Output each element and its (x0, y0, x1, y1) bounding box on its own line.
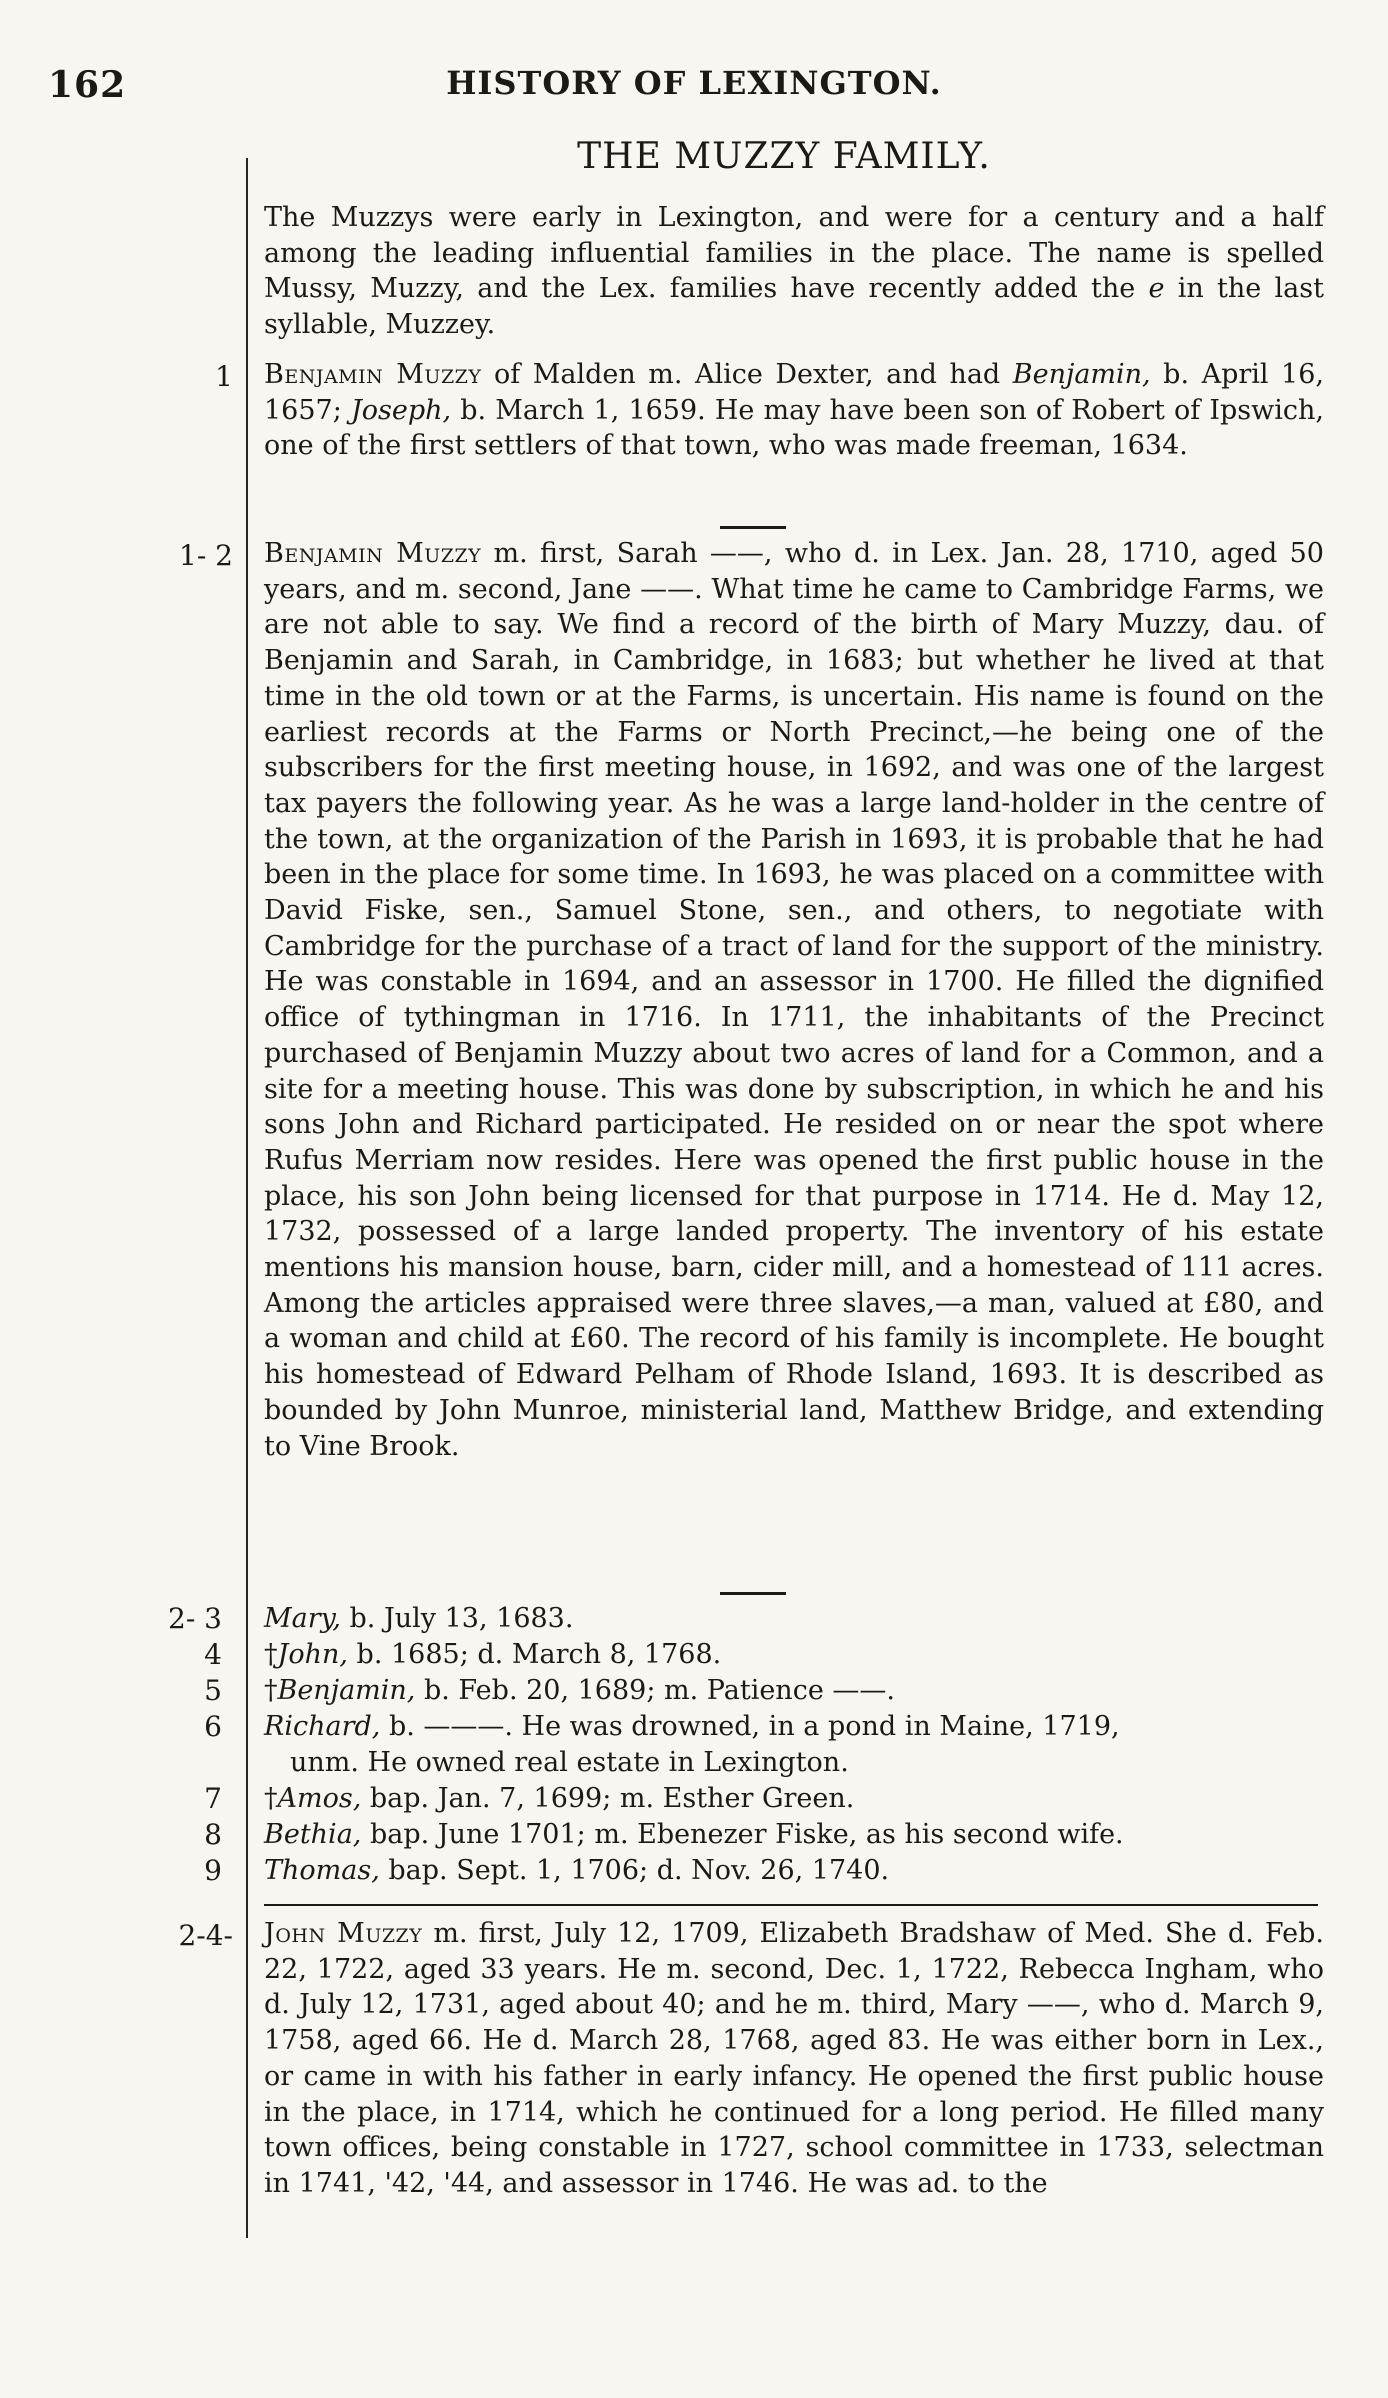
child-continuation: unm. He owned real estate in Lexington. (290, 1746, 849, 1778)
child-entry (204, 1817, 1324, 1853)
child-margin-number: 4 (204, 1638, 222, 1671)
child-entry (204, 1853, 1324, 1889)
child-prefix: † (264, 1675, 278, 1706)
section-title: THE MUZZY FAMILY. (577, 136, 991, 177)
page-number: 162 (48, 64, 127, 106)
child-margin-number: 5 (204, 1674, 222, 1707)
entry1-text-a: of Malden m. Alice Dexter, and had (481, 359, 1013, 390)
entry1-child2: Joseph, (350, 394, 452, 426)
child-name: Bethia, (264, 1819, 362, 1850)
entry1-margin-number: 1 (215, 360, 233, 393)
entry2-text: m. first, Sarah ——, who d. in Lex. Jan. 28, 1710, aged 50 years, and m. second, Jane ——. What time he came to Cambridge Farms, we are not able to say. We find a record of the birth of Mary Muzzy, dau. of Benjamin and Sarah, in Cambridge, in 1683; but whether he lived at that time in the old town or at the Farms, is uncertain. His name is found on the earliest records at the Farms or North Precinct,—he being one of the subscribers for the first meeting house, in 1692, and was one of the largest tax payers the following year. As he was a large land-holder in the centre of the town, at the organization of the Parish in 1693, it is probable that he had been in the place for some time. In 1693, he was placed on a committee with David Fiske, sen., Samuel Stone, sen., and others, to negotiate with Cambridge for the purchase of a tract of land for the support of the ministry. He was constable in 1694, and an assessor in 1700. He filled the dignified office of tythingman in 1716. In 1711, the inhabitants of the Precinct purchased of Benjamin Muzzy about two acres of land for a Common, and a site for a meeting house. This was done by subscription, in which he and his sons John and Richard participated. He resided on or near the spot where Rufus Merriam now resides. Here was opened the first public house in the place, his son John being licensed for that purpose in 1714. He d. May 12, 1732, possessed of a large landed property. The inventory of his estate mentions his mansion house, barn, cider mill, and a homestead of 111 acres. Among the articles appraised were three slaves,—a man, valued at £80, and a woman and child at £60. The record of his family is incomplete. He bought his homestead of Edward Pelham of Rhode Island, 1693. It is described as bounded by John Munroe, ministerial land, Matthew Bridge, and extending to Vine Brook. (264, 538, 1324, 1462)
child-details: bap. June 1701; m. Ebenezer Fiske, as his second wife. (361, 1819, 1124, 1850)
child-name: John, (277, 1639, 348, 1670)
intro-text-a: The Muzzys were early in Lexington, and were for a century and a half among the leading influential families in the place. The name is spelled Mussy, Muzzy, and the Lex. families have recently added the (264, 202, 1324, 305)
separator-rule (720, 1592, 786, 1595)
child-entry (168, 1601, 1324, 1637)
child-details: bap. Sept. 1, 1706; d. Nov. 26, 1740. (379, 1855, 890, 1886)
page-header (0, 64, 1388, 114)
margin-rule (246, 158, 248, 2238)
entry3-paragraph (264, 1916, 1324, 2202)
child-margin-number: 6 (204, 1710, 222, 1743)
separator-rule (264, 1904, 1318, 1906)
entry1-text-c: b. March 1, 1659. He may have been son of Robert of Ipswich, one of the first settlers of that town, who was made freeman, 1634. (264, 394, 1324, 462)
child-prefix: † (264, 1639, 278, 1670)
child-name: Amos, (277, 1783, 362, 1814)
child-details: b. July 13, 1683. (340, 1603, 574, 1634)
child-details: b. 1685; d. March 8, 1768. (347, 1639, 722, 1670)
entry1-child1: Benjamin, (1012, 359, 1151, 390)
child-name: Mary, (264, 1603, 341, 1634)
child-entry (204, 1709, 1324, 1780)
child-details: b. ———. He was drowned, in a pond in Maine, 1719, (380, 1711, 1120, 1742)
child-margin-number: 2- 3 (168, 1602, 222, 1635)
child-margin-number: 8 (204, 1818, 222, 1851)
child-entry (204, 1637, 1324, 1673)
child-details: bap. Jan. 7, 1699; m. Esther Green. (361, 1783, 855, 1814)
entry1-paragraph (264, 357, 1324, 464)
entry2-name: Benjamin Muzzy (264, 538, 482, 569)
intro-paragraph (264, 200, 1324, 343)
separator-rule (720, 526, 786, 529)
child-name: Benjamin, (277, 1675, 416, 1706)
intro-italic-e: e (1148, 273, 1165, 305)
child-margin-number: 7 (204, 1782, 222, 1815)
child-details: b. Feb. 20, 1689; m. Patience ——. (415, 1675, 895, 1706)
entry2-margin-number: 1- 2 (179, 539, 233, 572)
entry3-name: John Muzzy (264, 1918, 423, 1949)
child-margin-number: 9 (204, 1854, 222, 1887)
entry1-text-b: b. April 16, 1657; (264, 359, 1325, 426)
child-entry (204, 1673, 1324, 1709)
running-title: HISTORY OF LEXINGTON. (446, 64, 942, 102)
child-entry (204, 1781, 1324, 1817)
child-prefix: † (264, 1783, 278, 1814)
child-name: Richard, (264, 1711, 381, 1742)
entry3-margin-number: 2-4- (178, 1919, 233, 1952)
entry2-paragraph (264, 536, 1324, 1464)
child-name: Thomas, (264, 1855, 380, 1886)
entry3-text: m. first, July 12, 1709, Elizabeth Bradshaw of Med. She d. Feb. 22, 1722, aged 33 years. He m. second, Dec. 1, 1722, Rebecca Ingham, who d. July 12, 1731, aged about 40; and he m. third, Mary ——, who d. March 9, 1758, aged 66. He d. March 28, 1768, aged 83. He was either born in Lex., or came in with his father in early infancy. He opened the first public house in the place, in 1714, which he continued for a long period. He filled many town offices, being constable in 1727, school committee in 1733, selectman in 1741, '42, '44, and assessor in 1746. He was ad. to the (264, 1918, 1324, 2199)
intro-text-b: in the last syllable, Muzzey. (264, 273, 1324, 341)
entry1-name: Benjamin Muzzy (264, 359, 482, 390)
